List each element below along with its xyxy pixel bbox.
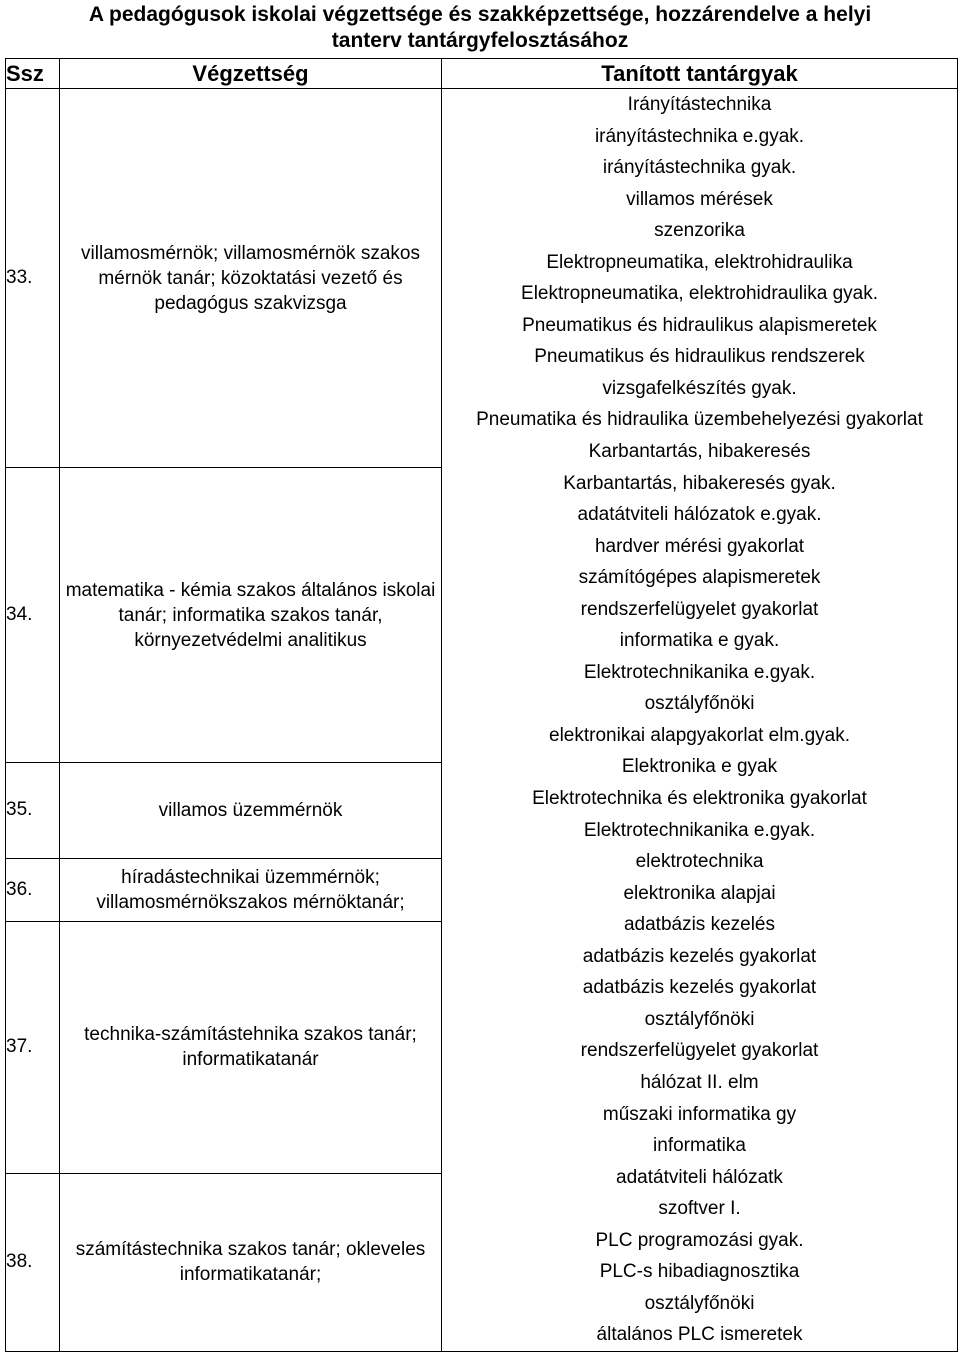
subject-item: elektrotechnika: [635, 851, 764, 873]
header-vegzettseg: Végzettség: [60, 59, 442, 89]
subject-item: elektronikai alapgyakorlat elm.gyak.: [549, 724, 850, 746]
subject-item: Elektrotechnikanika e.gyak.: [583, 819, 816, 841]
subject-item: Elektropneumatika, elektrohidraulika: [546, 251, 853, 273]
subject-item: Elektronika e gyak: [621, 756, 778, 778]
subject-item: Pneumatika és hidraulika üzembehelyezési gyakorlat: [476, 409, 923, 431]
subject-item: hardver mérési gyakorlat: [594, 535, 805, 557]
subject-item: rendszerfelügyelet gyakorlat: [580, 598, 819, 620]
subject-item: informatika e gyak.: [619, 630, 780, 652]
subject-item: szoftver I.: [658, 1198, 741, 1220]
subject-item: PLC programozási gyak.: [595, 1229, 804, 1251]
subject-item: Elektropneumatika, elektrohidraulika gyak.: [521, 283, 878, 305]
title-line-1: A pedagógusok iskolai végzettsége és szakképzettsége, hozzárendelve a helyi: [88, 3, 872, 26]
subjects-cell: [442, 89, 958, 1352]
subject-item: Elektrotechnika és elektronika gyakorlat: [532, 788, 867, 810]
subject-item: szenzorika: [654, 220, 745, 242]
qualification-cell: számítástechnika szakos tanár; okleveles informatikatanár;: [60, 1173, 442, 1351]
row-number: 37.: [6, 921, 60, 1173]
qualification-cell: matematika - kémia szakos általános iskolai tanár; informatika szakos tanár, környezetvédelmi analitikus: [60, 468, 442, 763]
subject-item: Karbantartás, hibakeresés: [588, 441, 811, 463]
subject-item: Irányítástechnika: [627, 94, 772, 115]
row-number: 33.: [6, 89, 60, 468]
subject-item: adatátviteli hálózatok e.gyak.: [577, 504, 822, 526]
header-ssz: Ssz: [6, 59, 60, 89]
subject-item: számítógépes alapismeretek: [578, 567, 821, 589]
subject-item: PLC-s hibadiagnosztika: [599, 1261, 800, 1283]
row-number: 36.: [6, 858, 60, 921]
subject-item: Karbantartás, hibakeresés gyak.: [563, 472, 836, 494]
qualification-cell: híradástechnikai üzemmérnök; villamosmérnökszakos mérnöktanár;: [60, 858, 442, 921]
row-number: 35.: [6, 763, 60, 858]
subject-item: Elektrotechnikanika e.gyak.: [583, 661, 816, 683]
table-row: [6, 89, 958, 468]
subject-item: Pneumatikus és hidraulikus alapismeretek: [522, 314, 877, 336]
subject-item: informatika: [653, 1135, 746, 1157]
subject-item: rendszerfelügyelet gyakorlat: [580, 1040, 819, 1062]
subject-list: [442, 89, 957, 1351]
row-number: 34.: [6, 468, 60, 763]
subject-item: adatátviteli hálózatk: [616, 1166, 783, 1188]
subject-item: osztályfőnöki: [644, 693, 755, 715]
subject-item: adatbázis kezelés gyakorlat: [582, 977, 817, 999]
qualification-cell: villamosmérnök; villamosmérnök szakos mérnök tanár; közoktatási vezető és pedagógus szakvizsga: [60, 89, 442, 468]
qualification-cell: technika-számítástehnika szakos tanár; informatikatanár: [60, 921, 442, 1173]
subject-item: hálózat II. elm: [640, 1071, 759, 1093]
subject-item: általános PLC ismeretek: [596, 1324, 803, 1346]
qualification-cell: villamos üzemmérnök: [60, 763, 442, 858]
subject-item: adatbázis kezelés: [623, 914, 776, 936]
row-number: 38.: [6, 1173, 60, 1351]
subject-item: Pneumatikus és hidraulikus rendszerek: [534, 346, 865, 368]
subject-item: vizsgafelkészítés gyak.: [602, 377, 797, 399]
subject-item: irányítástechnika gyak.: [602, 157, 797, 179]
teacher-qualifications-table: [5, 58, 958, 1352]
table-header-row: [6, 59, 958, 89]
header-tantargy: Tanított tantárgyak: [442, 59, 958, 89]
subject-item: irányítástechnika e.gyak.: [594, 125, 805, 147]
subject-item: adatbázis kezelés gyakorlat: [582, 945, 817, 967]
subject-item: villamos mérések: [626, 188, 773, 210]
subject-item: elektronika alapjai: [623, 882, 776, 904]
subject-item: osztályfőnöki: [644, 1008, 755, 1030]
page-title: [0, 0, 960, 58]
subject-item: osztályfőnöki: [644, 1292, 755, 1314]
title-line-2: tanterv tantárgyfelosztásához: [331, 29, 629, 52]
subject-item: műszaki informatika gy: [602, 1103, 797, 1125]
